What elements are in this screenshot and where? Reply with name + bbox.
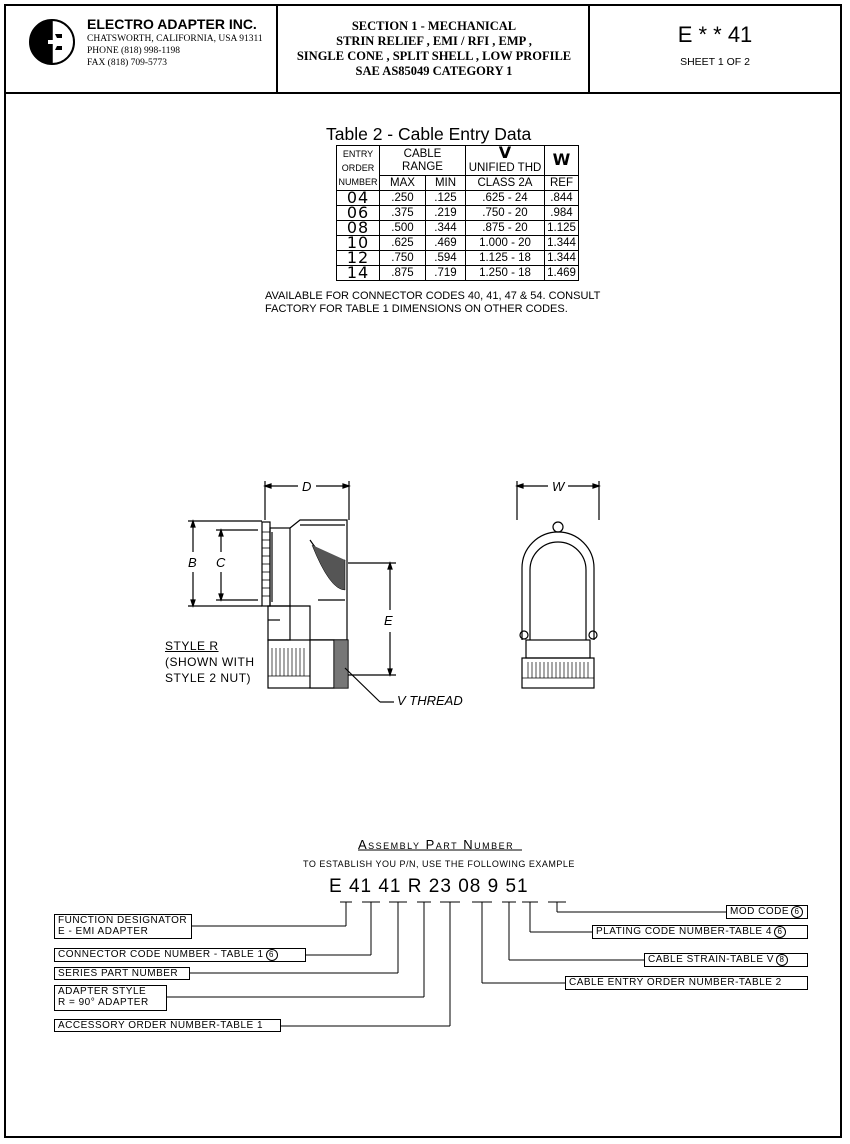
cell-entry: 06 [337,206,380,221]
company-address: CHATSWORTH, CALIFORNIA, USA 91311 [87,34,263,44]
cell-v: 1.125 - 18 [466,251,545,266]
function-label-2: E - EMI ADAPTER [58,926,149,937]
ref-header: REF [545,176,579,191]
cell-min: .719 [426,266,466,281]
cell-w: .984 [545,206,579,221]
entry-header-3: NUMBER [338,177,378,187]
function-designator-box [54,914,192,939]
cell-max: .250 [380,191,426,206]
cell-w: 1.125 [545,221,579,236]
assembly-title: Assembly Part Number [358,837,515,852]
dim-w-label: W [552,479,565,494]
section-line-3: SINGLE CONE , SPLIT SHELL , LOW PROFILE [296,49,572,63]
adapter-style-label-1: ADAPTER STYLE [58,986,147,997]
cell-v: .750 - 20 [466,206,545,221]
cell-w: 1.344 [545,236,579,251]
cell-entry: 10 [337,236,380,251]
section-line-1: SECTION 1 - MECHANICAL [351,19,517,33]
cell-entry: 08 [337,221,380,236]
cell-min: .344 [426,221,466,236]
dim-e-label: E [384,613,393,628]
sheet-number: SHEET 1 OF 2 [680,56,750,68]
plating-code-label: PLATING CODE NUMBER-TABLE 4 [596,926,772,937]
style-note-2: (SHOWN WITH [165,655,255,669]
cell-max: .750 [380,251,426,266]
assembly-subtitle: TO ESTABLISH YOU P/N, USE THE FOLLOWING EXAMPLE [303,859,575,869]
class-header: CLASS 2A [466,176,545,191]
cell-w: 1.469 [545,266,579,281]
strain-ref-badge: 8 [776,954,788,966]
dim-b-label: B [188,555,197,570]
cell-w: .844 [545,191,579,206]
cell-v: 1.250 - 18 [466,266,545,281]
dim-d-label: D [302,479,312,494]
note-line-2: FACTORY FOR TABLE 1 DIMENSIONS ON OTHER CODES. [265,303,568,315]
v-header-sub: UNIFIED THD [468,162,542,174]
style-note-1: STYLE R [165,639,219,653]
function-label-1: FUNCTION DESIGNATOR [58,915,188,926]
cell-max: .500 [380,221,426,236]
w-header-letter: W [552,149,571,169]
v-header-letter: V [498,143,512,162]
cable-strain-box [644,953,808,967]
cell-v: .875 - 20 [466,221,545,236]
mod-code-label: MOD CODE [730,906,789,917]
cell-v: 1.000 - 20 [466,236,545,251]
note-line-1: AVAILABLE FOR CONNECTOR CODES 40, 41, 47 & 54. CONSULT [265,290,601,302]
cable-header-2: RANGE [402,160,443,173]
cell-entry: 14 [337,266,380,281]
cable-strain-label: CABLE STRAIN-TABLE V [648,954,774,965]
cell-max: .875 [380,266,426,281]
cable-entry-box: CABLE ENTRY ORDER NUMBER-TABLE 2 [565,976,808,990]
part-number: E * * 41 [677,22,753,47]
style-note-3: STYLE 2 NUT) [165,671,252,685]
cell-max: .375 [380,206,426,221]
plating-ref-badge: 6 [774,926,786,938]
cell-min: .594 [426,251,466,266]
mod-code-box [726,905,808,919]
cell-entry: 04 [337,191,380,206]
company-phone: PHONE (818) 998-1198 [87,46,181,56]
company-name: ELECTRO ADAPTER INC. [87,16,257,32]
cell-min: .219 [426,206,466,221]
cell-v: .625 - 24 [466,191,545,206]
min-header: MIN [426,176,466,191]
cell-entry: 12 [337,251,380,266]
assembly-example: E 41 41 R 23 08 9 51 [329,876,529,897]
adapter-style-box [54,985,167,1011]
v-thread-label: V THREAD [397,693,463,708]
mod-ref-badge: 6 [791,906,803,918]
cell-w: 1.344 [545,251,579,266]
adapter-style-label-2: R = 90° ADAPTER [58,997,149,1008]
plating-code-box [592,925,808,939]
dim-c-label: C [216,555,226,570]
entry-header-2: ORDER [341,163,375,173]
style-note [165,638,254,686]
accessory-order-box: ACCESSORY ORDER NUMBER-TABLE 1 [54,1019,281,1032]
entry-header-1: ENTRY [342,149,374,159]
company-fax: FAX (818) 709-5773 [87,58,168,68]
cable-header-1: CABLE [403,147,442,160]
connector-ref-badge: 6 [266,949,278,961]
max-header: MAX [380,176,426,191]
section-line-4: SAE AS85049 CATEGORY 1 [355,64,513,78]
cell-min: .469 [426,236,466,251]
table-title: Table 2 - Cable Entry Data [326,124,532,144]
cell-min: .125 [426,191,466,206]
connector-code-box [54,948,306,962]
series-part-box: SERIES PART NUMBER [54,967,190,980]
section-line-2: STRIN RELIEF , EMI / RFI , EMP , [336,34,532,48]
connector-code-label: CONNECTOR CODE NUMBER - TABLE 1 [58,949,264,960]
cell-max: .625 [380,236,426,251]
